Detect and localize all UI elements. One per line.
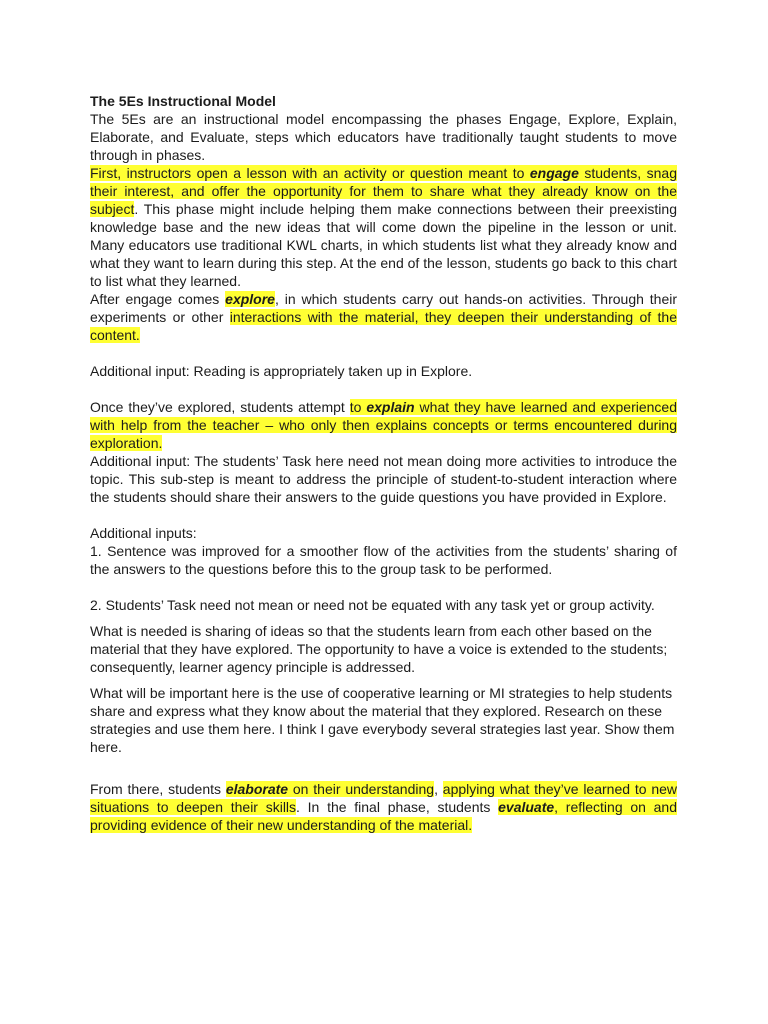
intro-paragraph: The 5Es are an instructional model encompassing the phases Engage, Explore, Explain, Elaborate, and Evaluate, steps which educators have traditionally taught students to move through in phases. <box>90 111 677 163</box>
explore-keyword: explore <box>225 291 275 307</box>
evaluate-keyword: evaluate <box>498 799 555 815</box>
final-highlight-c: , reflecting on and providing evidence of their new understanding of the material. <box>90 799 677 833</box>
final-pre: From there, students <box>90 781 226 797</box>
final-highlight-a: on their understanding <box>288 781 435 797</box>
input-1: 1. Sentence was improved for a smoother flow of the activities from the students’ sharing of the answers to the questions before this to the group task to be performed. <box>90 543 677 577</box>
inputs-heading: Additional inputs: <box>90 525 197 541</box>
needed-paragraph: What is needed is sharing of ideas so that the students learn from each other based on the material that they have explored. The opportunity to have a voice is extended to the students; consequently, learner agency principle is addressed. <box>90 623 668 675</box>
engage-paragraph <box>90 164 677 290</box>
explore-paragraph <box>90 290 677 344</box>
explain-paragraph <box>90 398 677 452</box>
engage-highlight-b: students, snag their interest, and offer the opportunity for them to share what they already know on the subject <box>90 165 677 217</box>
explore-pre: After engage comes <box>90 291 226 307</box>
final-highlight-b: applying what they’ve learned to new situations to deepen their skills <box>90 781 678 815</box>
final-paragraph <box>90 780 677 834</box>
engage-highlight-a: First, instructors open a lesson with an activity or question meant to <box>90 165 530 181</box>
document-body <box>90 92 677 834</box>
important-paragraph: What will be important here is the use of cooperative learning or MI strategies to help students share and express what they know about the material that they explored. Research on these strategies and use them here. I think I gave everybody several strategies last year. Show them here. <box>90 685 675 755</box>
elaborate-keyword: elaborate <box>225 781 289 797</box>
engage-rest: . This phase might include helping them make connections between their preexisting knowledge base and the new ideas that will come down the pipeline in the lesson or unit. Many educators use traditional KWL charts, in which students list what they already know and what they want to learn during this step. At the end of the lesson, students go back to this chart to list what they learned. <box>90 201 677 289</box>
input-task: Additional input: The students’ Task here need not mean doing more activities to introduce the topic. This sub-step is meant to address the principle of student-to-student interaction where the students should share their answers to the guide questions you have provided in Explore. <box>90 453 677 505</box>
engage-keyword: engage <box>529 165 579 181</box>
explain-highlight-a: to <box>349 399 367 415</box>
input-2: 2. Students’ Task need not mean or need not be equated with any task yet or group activity. <box>90 597 655 613</box>
explain-keyword: explain <box>366 399 415 415</box>
explore-highlight: interactions with the material, they deepen their understanding of the content. <box>90 309 677 343</box>
final-comma: , <box>434 781 443 797</box>
input-reading: Additional input: Reading is appropriately taken up in Explore. <box>90 363 473 379</box>
explain-pre: Once they’ve explored, students attempt <box>90 399 350 415</box>
document-title: The 5Es Instructional Model <box>90 93 276 109</box>
final-mid: . In the final phase, students <box>296 799 499 815</box>
explore-mid: , in which students carry out hands-on activities. Through their experiments or other <box>90 291 677 325</box>
explain-highlight-b: what they have learned and experienced with help from the teacher – who only then explains concepts or terms encountered during exploration. <box>90 399 677 451</box>
